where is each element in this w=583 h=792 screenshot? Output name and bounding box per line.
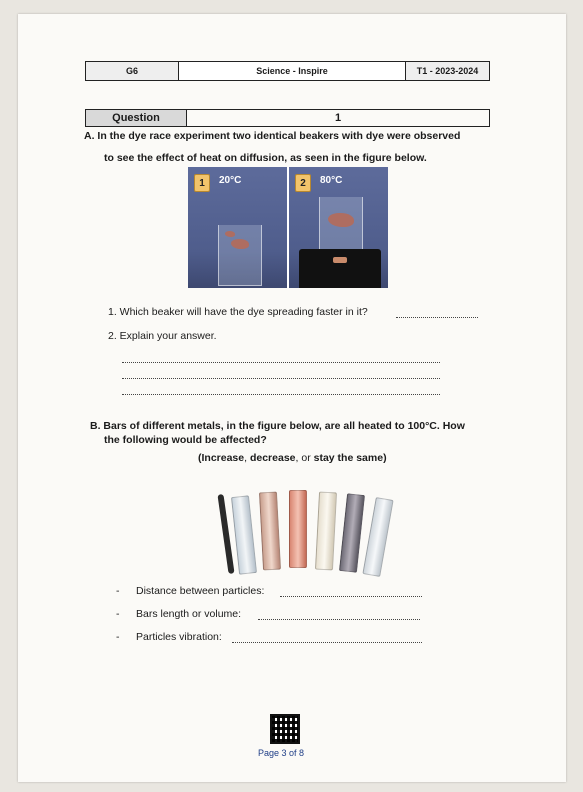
header-subject: Science - Inspire — [179, 62, 406, 80]
beaker-panel-1 — [188, 167, 287, 288]
question-bar — [85, 109, 490, 127]
dye-experiment-figure — [188, 167, 388, 288]
answer-line-q2-3[interactable] — [122, 394, 440, 395]
header-grade: G6 — [86, 62, 179, 80]
header-table — [85, 61, 490, 81]
question-1: 1. Which beaker will have the dye spreading faster in it? — [108, 306, 368, 318]
question-2: 2. Explain your answer. — [108, 330, 217, 342]
options-sep-1: , — [244, 452, 250, 464]
metal-bar-3 — [289, 490, 307, 568]
beaker-2 — [319, 197, 363, 250]
answer-line-q2-1[interactable] — [122, 362, 440, 363]
item-length: Bars length or volume: — [136, 608, 242, 620]
part-a-intro-1: A. In the dye race experiment two identical beakers with dye were observed — [84, 130, 461, 142]
option-stay-the-same: stay the same — [313, 452, 384, 464]
answer-line-q2-2[interactable] — [122, 378, 440, 379]
part-b-options — [198, 452, 387, 464]
item-distance: Distance between particles: — [136, 585, 265, 597]
qr-code — [270, 714, 300, 744]
hot-plate-light — [333, 257, 347, 263]
metal-bar-4 — [315, 492, 337, 571]
metal-bar-5 — [339, 493, 365, 572]
panel-1-badge: 1 — [194, 174, 210, 192]
part-b-intro-1: B. Bars of different metals, in the figure below, are all heated to 100°C. How — [90, 420, 465, 432]
options-open: ( — [198, 452, 202, 464]
item-vibration: Particles vibration: — [136, 631, 222, 643]
beaker-1 — [218, 225, 262, 286]
dye-blob-1b — [225, 231, 235, 237]
panel-2-badge: 2 — [295, 174, 311, 192]
option-increase: Increase — [201, 452, 245, 464]
header-term: T1 - 2023-2024 — [406, 62, 489, 80]
panel-1-temperature: 20°C — [219, 175, 242, 186]
metal-bar-1 — [231, 495, 257, 574]
item-bullet-2: - — [116, 608, 120, 620]
item-bullet-3: - — [116, 631, 120, 643]
options-sep-2: , or — [295, 452, 314, 464]
answer-line-distance[interactable] — [280, 596, 422, 597]
question-label: Question — [86, 110, 187, 126]
dye-blob-2 — [328, 213, 354, 227]
option-decrease: decrease — [249, 452, 296, 464]
panel-2-temperature: 80°C — [320, 175, 343, 186]
beaker-panel-2 — [289, 167, 388, 288]
answer-line-length[interactable] — [258, 619, 420, 620]
answer-line-q1[interactable] — [396, 317, 478, 318]
part-a-intro-2: to see the effect of heat on diffusion, as seen in the figure below. — [104, 152, 427, 164]
part-b-intro-2: the following would be affected? — [104, 434, 267, 446]
hot-plate — [299, 249, 381, 288]
question-number: 1 — [334, 112, 342, 124]
metal-bar-2 — [259, 492, 281, 571]
options-close: ) — [383, 452, 387, 464]
dye-blob-1 — [231, 239, 249, 249]
answer-line-vibration[interactable] — [232, 642, 422, 643]
metal-bar-6 — [362, 497, 393, 577]
page-number: Page 3 of 8 — [258, 748, 305, 758]
worksheet-page — [18, 14, 566, 782]
metal-bars-figure — [213, 486, 423, 582]
item-bullet-1: - — [116, 585, 120, 597]
